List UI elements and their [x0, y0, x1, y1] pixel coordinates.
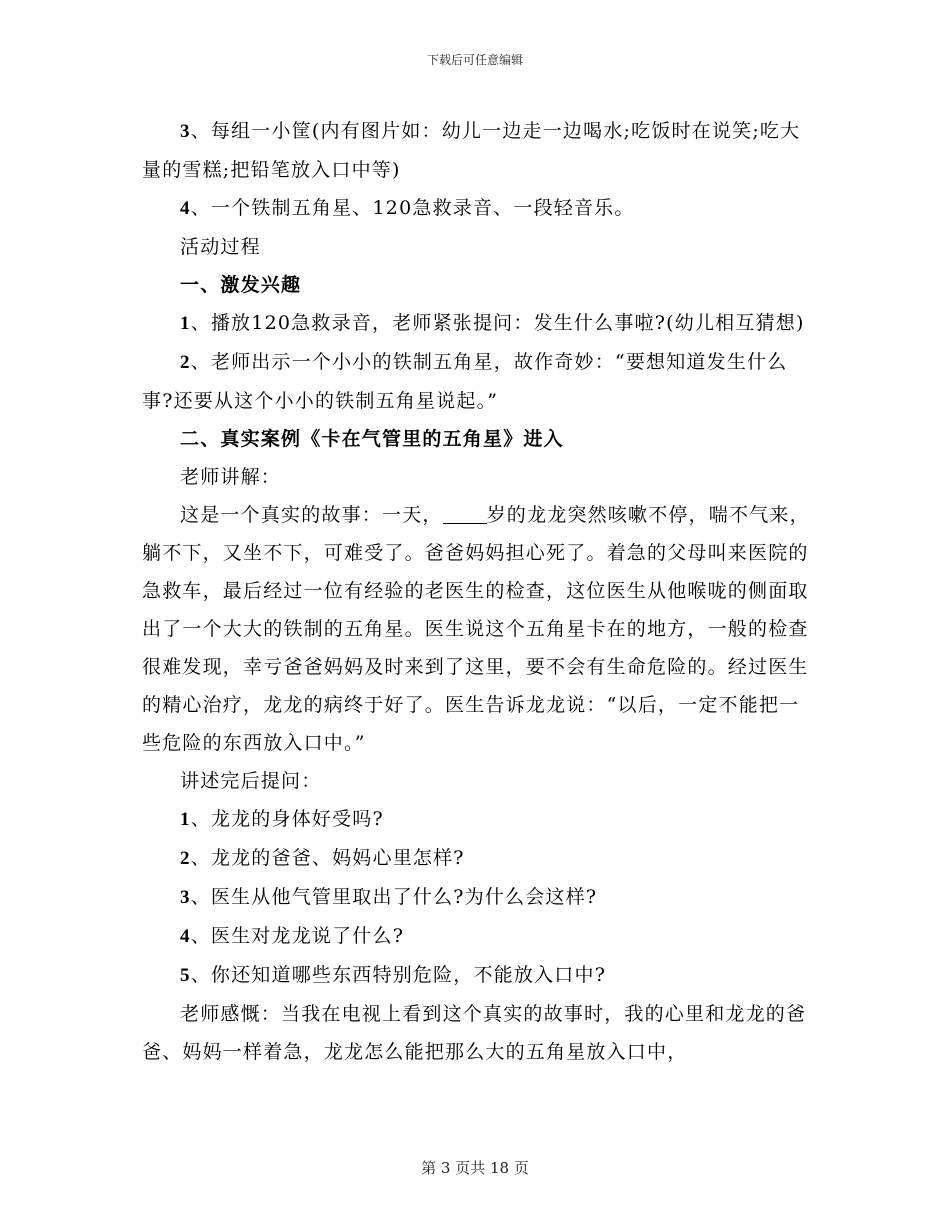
step-number: 2	[180, 352, 191, 373]
question-number: 2	[180, 848, 191, 869]
page-header: 下载后可任意编辑	[426, 53, 523, 67]
question-text: 、龙龙的爸爸、妈妈心里怎样?	[190, 847, 465, 869]
question-number: 3	[180, 887, 191, 908]
blank-underline	[443, 504, 487, 524]
section-heading-1: 一、激发兴趣	[180, 274, 302, 296]
question-item	[142, 917, 812, 956]
question-item	[142, 878, 812, 917]
material-item-3	[142, 112, 812, 189]
step-2	[142, 343, 812, 420]
question-text: 、你还知道哪些东西特别危险，不能放入口中?	[190, 964, 607, 986]
step-text: 、老师出示一个小小的铁制五角星，故作奇妙：“要想知道发生什么事?还要从这个小小的铁制五角星说起。”	[142, 351, 788, 412]
question-number: 5	[180, 965, 191, 986]
question-number: 4	[180, 926, 191, 947]
document-body	[142, 112, 812, 1071]
process-title: 活动过程	[180, 236, 261, 258]
step-text: 、播放120急救录音，老师紧张提问：发生什么事啦?(幼儿相互猜想)	[190, 312, 805, 334]
item-text: 、每组一小筐(内有图片如：幼儿一边走一边喝水;吃饭时在说笑;吃大量的雪糕;把铅笔放入口中等)	[142, 120, 801, 181]
story-text-part-1: 这是一个真实的故事：一天，	[180, 504, 443, 526]
story-text-part-2: 岁的龙龙突然咳嗽不停，喘不气来，躺不下，又坐不下，可难受了。爸爸妈妈担心死了。着急的父母叫来医院的急救车，最后经过一位有经验的老医生的检查，这位医生从他喉咙的侧面取出了一个大大的铁制的五角星。医生说这个五角星卡在的地方，一般的检查很难发现，幸亏爸爸妈妈及时来到了这里，要不会有生命危险的。经过医生的精心治疗，龙龙的病终于好了。医生告诉龙龙说：“以后，一定不能把一些危险的东西放入口中。”	[142, 504, 810, 754]
material-item-4	[142, 189, 812, 228]
page-number-footer: 第 3 页共 18 页	[421, 1159, 529, 1177]
explain-label: 老师讲解：	[180, 466, 282, 488]
question-item	[142, 839, 812, 878]
item-number: 3	[180, 121, 191, 142]
item-text: 、一个铁制五角星、120急救录音、一段轻音乐。	[190, 197, 635, 219]
question-item	[142, 956, 812, 995]
section-heading-2: 二、真实案例《卡在气管里的五角星》进入	[180, 428, 564, 450]
question-text: 、龙龙的身体好受吗?	[190, 808, 384, 830]
question-item	[142, 800, 812, 839]
question-number: 1	[180, 809, 191, 830]
step-1	[142, 304, 812, 343]
question-text: 、医生从他气管里取出了什么?为什么会这样?	[190, 886, 598, 908]
teacher-feeling: 老师感慨：当我在电视上看到这个真实的故事时，我的心里和龙龙的爸爸、妈妈一样着急，龙龙怎么能把那么大的五角星放入口中，	[142, 1003, 807, 1063]
item-number: 4	[180, 198, 191, 219]
step-number: 1	[180, 313, 191, 334]
question-label: 讲述完后提问：	[180, 770, 322, 792]
question-text: 、医生对龙龙说了什么?	[190, 925, 405, 947]
story-paragraph	[142, 496, 812, 762]
